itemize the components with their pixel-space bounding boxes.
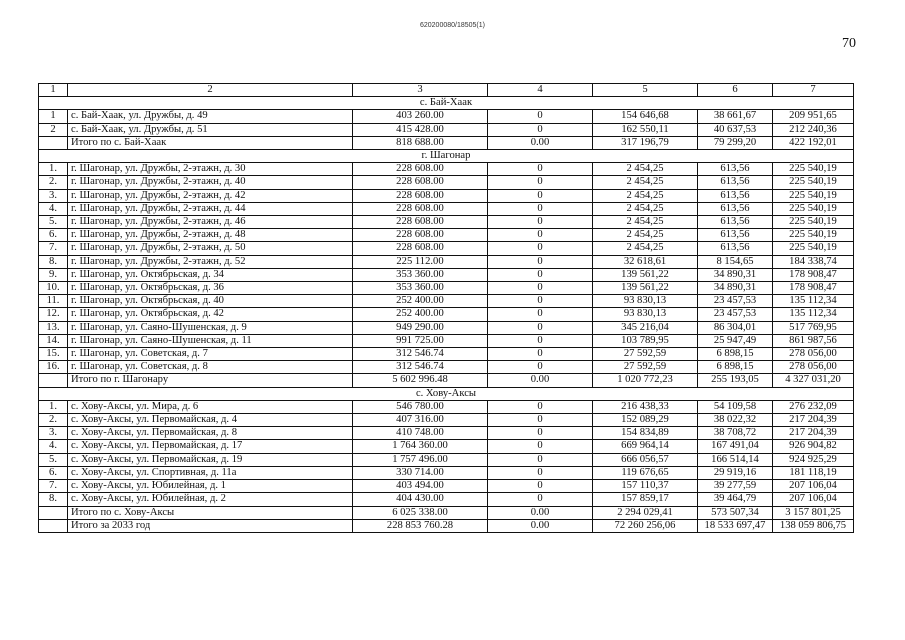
section-title: г. Шагонар	[39, 150, 854, 163]
table-cell: 0.00	[488, 374, 593, 387]
table-cell: 330 714.00	[353, 466, 488, 479]
table-cell: 209 951,65	[773, 110, 854, 123]
table-cell: 861 987,56	[773, 334, 854, 347]
table-cell: с. Хову-Аксы, ул. Первомайская, д. 8	[68, 427, 353, 440]
table-cell: 415 428.00	[353, 123, 488, 136]
table-row	[39, 229, 854, 242]
table-cell: 10.	[39, 282, 68, 295]
estimate-table	[38, 83, 854, 533]
table-cell: 5.	[39, 216, 68, 229]
table-cell: 0	[488, 453, 593, 466]
table-cell: 139 561,22	[593, 282, 698, 295]
table-cell: г. Шагонар, ул. Дружбы, 2-этажн, д. 48	[68, 229, 353, 242]
table-cell: 225 112.00	[353, 255, 488, 268]
table-cell: 154 834,89	[593, 427, 698, 440]
table-cell: 2 454,25	[593, 189, 698, 202]
table-cell: с. Хову-Аксы, ул. Юбилейная, д. 1	[68, 480, 353, 493]
table-cell: 818 688.00	[353, 136, 488, 149]
table-cell: 0	[488, 321, 593, 334]
table-cell: г. Шагонар, ул. Дружбы, 2-этажн, д. 52	[68, 255, 353, 268]
table-cell: 0	[488, 110, 593, 123]
table-cell: 16.	[39, 361, 68, 374]
table-cell: 225 540,19	[773, 202, 854, 215]
table-cell: 2 454,25	[593, 202, 698, 215]
table-cell: 0.00	[488, 136, 593, 149]
table-cell: 613,56	[698, 216, 773, 229]
table-row	[39, 176, 854, 189]
table-cell: 1	[39, 110, 68, 123]
table-cell: 162 550,11	[593, 123, 698, 136]
table-cell: 228 608.00	[353, 229, 488, 242]
table-row	[39, 123, 854, 136]
table-cell: 225 540,19	[773, 242, 854, 255]
column-header: 5	[593, 84, 698, 97]
table-cell: 252 400.00	[353, 308, 488, 321]
table-cell: 0	[488, 216, 593, 229]
subtotal-row	[39, 506, 854, 519]
table-cell: 0	[488, 427, 593, 440]
table-cell: 5 602 996.48	[353, 374, 488, 387]
table-cell: 0	[488, 493, 593, 506]
document-id: 620200080/18505(1)	[419, 22, 485, 29]
table-cell: 38 661,67	[698, 110, 773, 123]
table-cell: 228 608.00	[353, 216, 488, 229]
table-cell: 15.	[39, 348, 68, 361]
table-cell: 403 494.00	[353, 480, 488, 493]
table-row	[39, 427, 854, 440]
table-cell: 4.	[39, 202, 68, 215]
table-cell: Итого за 2033 год	[68, 519, 353, 532]
table-row	[39, 110, 854, 123]
table-cell: 6 898,15	[698, 361, 773, 374]
table-cell: 225 540,19	[773, 163, 854, 176]
table-cell: г. Шагонар, ул. Дружбы, 2-этажн, д. 30	[68, 163, 353, 176]
table-cell: 0	[488, 414, 593, 427]
table-cell: 7.	[39, 242, 68, 255]
table-cell: 225 540,19	[773, 216, 854, 229]
table-cell: 0	[488, 348, 593, 361]
section-header-row	[39, 97, 854, 110]
table-row	[39, 400, 854, 413]
table-row	[39, 163, 854, 176]
table-cell: 6.	[39, 466, 68, 479]
table-cell: 404 430.00	[353, 493, 488, 506]
table-cell: 345 216,04	[593, 321, 698, 334]
table-cell: 8.	[39, 493, 68, 506]
table-cell: 225 540,19	[773, 229, 854, 242]
table-cell: 0	[488, 123, 593, 136]
table-cell: Итого по с. Бай-Хаак	[68, 136, 353, 149]
table-cell: 407 316.00	[353, 414, 488, 427]
table-cell: 79 299,20	[698, 136, 773, 149]
section-header-row	[39, 150, 854, 163]
table-cell: 86 304,01	[698, 321, 773, 334]
table-row	[39, 282, 854, 295]
table-cell: г. Шагонар, ул. Октябрьская, д. 34	[68, 268, 353, 281]
column-header: 3	[353, 84, 488, 97]
column-header: 7	[773, 84, 854, 97]
table-cell: 38 708,72	[698, 427, 773, 440]
table-cell	[39, 136, 68, 149]
table-cell: 152 089,29	[593, 414, 698, 427]
table-cell: 11.	[39, 295, 68, 308]
table-cell: 1.	[39, 400, 68, 413]
table-cell: 103 789,95	[593, 334, 698, 347]
table-cell: 4 327 031,20	[773, 374, 854, 387]
table-cell: 207 106,04	[773, 493, 854, 506]
table-cell: с. Хову-Аксы, ул. Первомайская, д. 19	[68, 453, 353, 466]
table-cell: 4.	[39, 440, 68, 453]
table-cell: г. Шагонар, ул. Октябрьская, д. 36	[68, 282, 353, 295]
table-cell: 32 618,61	[593, 255, 698, 268]
table-cell: 154 646,68	[593, 110, 698, 123]
table-cell: 1 764 360.00	[353, 440, 488, 453]
table-cell: г. Шагонар, ул. Дружбы, 2-этажн, д. 44	[68, 202, 353, 215]
table-cell: 3.	[39, 189, 68, 202]
table-cell: г. Шагонар, ул. Саяно-Шушенская, д. 9	[68, 321, 353, 334]
page-number: 70	[842, 36, 856, 51]
table-cell: 1.	[39, 163, 68, 176]
table-cell: 12.	[39, 308, 68, 321]
table-cell: 0	[488, 400, 593, 413]
table-cell: 135 112,34	[773, 308, 854, 321]
table-cell: 517 769,95	[773, 321, 854, 334]
table-cell: 0	[488, 163, 593, 176]
table-cell: г. Шагонар, ул. Советская, д. 7	[68, 348, 353, 361]
table-cell: 119 676,65	[593, 466, 698, 479]
table-cell	[39, 519, 68, 532]
table-cell: с. Хову-Аксы, ул. Мира, д. 6	[68, 400, 353, 413]
table-cell: 1 757 496.00	[353, 453, 488, 466]
table-cell: 181 118,19	[773, 466, 854, 479]
table-cell: с. Хову-Аксы, ул. Первомайская, д. 17	[68, 440, 353, 453]
table-cell: 3 157 801,25	[773, 506, 854, 519]
table-cell: 93 830,13	[593, 295, 698, 308]
table-cell: 2.	[39, 414, 68, 427]
table-cell: г. Шагонар, ул. Советская, д. 8	[68, 361, 353, 374]
table-cell: 278 056,00	[773, 348, 854, 361]
table-cell: 2	[39, 123, 68, 136]
table-cell: 0	[488, 229, 593, 242]
table-cell: 13.	[39, 321, 68, 334]
table-cell: 217 204,39	[773, 427, 854, 440]
table-row	[39, 334, 854, 347]
table-cell: 276 232,09	[773, 400, 854, 413]
table-cell: 0.00	[488, 506, 593, 519]
table-cell: 27 592,59	[593, 361, 698, 374]
table-cell: 228 608.00	[353, 189, 488, 202]
table-cell: 410 748.00	[353, 427, 488, 440]
table-cell: 23 457,53	[698, 308, 773, 321]
table-cell: 926 904,82	[773, 440, 854, 453]
table-cell: 216 438,33	[593, 400, 698, 413]
column-header: 2	[68, 84, 353, 97]
table-cell: 1 020 772,23	[593, 374, 698, 387]
table-cell: 228 853 760.28	[353, 519, 488, 532]
table-row	[39, 242, 854, 255]
table-cell: 666 056,57	[593, 453, 698, 466]
table-cell: 312 546.74	[353, 348, 488, 361]
table-cell: 6 898,15	[698, 348, 773, 361]
table-cell: 228 608.00	[353, 202, 488, 215]
table-row	[39, 308, 854, 321]
table-cell: 0	[488, 282, 593, 295]
table-cell: 6 025 338.00	[353, 506, 488, 519]
table-cell: с. Хову-Аксы, ул. Спортивная, д. 11а	[68, 466, 353, 479]
table-row	[39, 493, 854, 506]
table-cell: 0	[488, 202, 593, 215]
table-cell: 613,56	[698, 176, 773, 189]
table-cell: 2 454,25	[593, 229, 698, 242]
table-cell: г. Шагонар, ул. Октябрьская, д. 42	[68, 308, 353, 321]
table-cell	[39, 374, 68, 387]
table-cell: с. Бай-Хаак, ул. Дружбы, д. 49	[68, 110, 353, 123]
table-cell: 54 109,58	[698, 400, 773, 413]
table-row	[39, 440, 854, 453]
table-cell: 2 454,25	[593, 163, 698, 176]
table-cell: 353 360.00	[353, 268, 488, 281]
table-cell: 0.00	[488, 519, 593, 532]
table-cell: 252 400.00	[353, 295, 488, 308]
table-cell: 573 507,34	[698, 506, 773, 519]
table-row	[39, 255, 854, 268]
table-cell: 93 830,13	[593, 308, 698, 321]
table-cell: г. Шагонар, ул. Дружбы, 2-этажн, д. 50	[68, 242, 353, 255]
table-cell: 0	[488, 189, 593, 202]
column-header: 4	[488, 84, 593, 97]
table-cell: с. Хову-Аксы, ул. Первомайская, д. 4	[68, 414, 353, 427]
table-row	[39, 466, 854, 479]
table-cell: 255 193,05	[698, 374, 773, 387]
table-row	[39, 321, 854, 334]
table-cell: г. Шагонар, ул. Дружбы, 2-этажн, д. 42	[68, 189, 353, 202]
table-cell: 613,56	[698, 242, 773, 255]
table-cell: 23 457,53	[698, 295, 773, 308]
table-row	[39, 348, 854, 361]
table-cell: 0	[488, 466, 593, 479]
table-cell: 34 890,31	[698, 282, 773, 295]
table-cell: 157 859,17	[593, 493, 698, 506]
table-cell: 18 533 697,47	[698, 519, 773, 532]
table-cell: 6.	[39, 229, 68, 242]
table-cell: Итого по г. Шагонару	[68, 374, 353, 387]
table-cell: 991 725.00	[353, 334, 488, 347]
table-cell: 3.	[39, 427, 68, 440]
grand-total-row	[39, 519, 854, 532]
table-cell: 40 637,53	[698, 123, 773, 136]
table-cell: 278 056,00	[773, 361, 854, 374]
table-cell: 135 112,34	[773, 295, 854, 308]
table-cell: Итого по с. Хову-Аксы	[68, 506, 353, 519]
table-cell: 27 592,59	[593, 348, 698, 361]
subtotal-row	[39, 136, 854, 149]
table-cell: 72 260 256,06	[593, 519, 698, 532]
table-row	[39, 216, 854, 229]
column-header: 1	[39, 84, 68, 97]
table-cell: 613,56	[698, 202, 773, 215]
table-cell: 0	[488, 268, 593, 281]
table-cell: 225 540,19	[773, 189, 854, 202]
section-header-row	[39, 387, 854, 400]
table-cell: 312 546.74	[353, 361, 488, 374]
table-cell: 225 540,19	[773, 176, 854, 189]
table-cell: 0	[488, 308, 593, 321]
section-title: с. Бай-Хаак	[39, 97, 854, 110]
table-cell: 2 454,25	[593, 242, 698, 255]
table-cell: 34 890,31	[698, 268, 773, 281]
table-cell: 0	[488, 255, 593, 268]
table-cell: 5.	[39, 453, 68, 466]
table-cell: 166 514,14	[698, 453, 773, 466]
table-cell: 167 491,04	[698, 440, 773, 453]
table-row	[39, 361, 854, 374]
column-number-row	[39, 84, 854, 97]
table-cell: 178 908,47	[773, 282, 854, 295]
table-cell: 38 022,32	[698, 414, 773, 427]
table-cell: 422 192,01	[773, 136, 854, 149]
table-row	[39, 295, 854, 308]
table-cell: 353 360.00	[353, 282, 488, 295]
table-cell: 924 925,29	[773, 453, 854, 466]
table-cell: 39 277,59	[698, 480, 773, 493]
table-row	[39, 414, 854, 427]
table-cell: 157 110,37	[593, 480, 698, 493]
table-cell: 39 464,79	[698, 493, 773, 506]
table-cell: г. Шагонар, ул. Октябрьская, д. 40	[68, 295, 353, 308]
table-cell: с. Бай-Хаак, ул. Дружбы, д. 51	[68, 123, 353, 136]
table-cell: 403 260.00	[353, 110, 488, 123]
table-cell: 2 294 029,41	[593, 506, 698, 519]
column-header: 6	[698, 84, 773, 97]
table-row	[39, 453, 854, 466]
table-cell: 212 240,36	[773, 123, 854, 136]
table-cell: 317 196,79	[593, 136, 698, 149]
table-cell: 8.	[39, 255, 68, 268]
table-cell	[39, 506, 68, 519]
table-cell: 25 947,49	[698, 334, 773, 347]
table-cell: 9.	[39, 268, 68, 281]
table-cell: 138 059 806,75	[773, 519, 854, 532]
table-cell: 613,56	[698, 189, 773, 202]
table-cell: 8 154,65	[698, 255, 773, 268]
table-cell: 0	[488, 176, 593, 189]
table-cell: 184 338,74	[773, 255, 854, 268]
table-cell: г. Шагонар, ул. Дружбы, 2-этажн, д. 46	[68, 216, 353, 229]
table-cell: г. Шагонар, ул. Саяно-Шушенская, д. 11	[68, 334, 353, 347]
table-cell: с. Хову-Аксы, ул. Юбилейная, д. 2	[68, 493, 353, 506]
table-cell: 613,56	[698, 229, 773, 242]
table-cell: 7.	[39, 480, 68, 493]
table-cell: 0	[488, 480, 593, 493]
table-cell: 613,56	[698, 163, 773, 176]
table-cell: 139 561,22	[593, 268, 698, 281]
table-cell: 228 608.00	[353, 163, 488, 176]
table-cell: 2.	[39, 176, 68, 189]
table-cell: 14.	[39, 334, 68, 347]
table-cell: 0	[488, 242, 593, 255]
table-cell: 2 454,25	[593, 176, 698, 189]
table-row	[39, 202, 854, 215]
table-row	[39, 480, 854, 493]
section-title: с. Хову-Аксы	[39, 387, 854, 400]
table-cell: 0	[488, 440, 593, 453]
table-cell: 0	[488, 361, 593, 374]
subtotal-row	[39, 374, 854, 387]
table-row	[39, 189, 854, 202]
table-cell: г. Шагонар, ул. Дружбы, 2-этажн, д. 40	[68, 176, 353, 189]
table-cell: 207 106,04	[773, 480, 854, 493]
table-cell: 178 908,47	[773, 268, 854, 281]
table-cell: 228 608.00	[353, 176, 488, 189]
table-cell: 217 204,39	[773, 414, 854, 427]
table-cell: 0	[488, 334, 593, 347]
table-cell: 669 964,14	[593, 440, 698, 453]
table-row	[39, 268, 854, 281]
table-cell: 29 919,16	[698, 466, 773, 479]
table-cell: 546 780.00	[353, 400, 488, 413]
table-cell: 228 608.00	[353, 242, 488, 255]
table-cell: 2 454,25	[593, 216, 698, 229]
table-cell: 949 290.00	[353, 321, 488, 334]
table-cell: 0	[488, 295, 593, 308]
